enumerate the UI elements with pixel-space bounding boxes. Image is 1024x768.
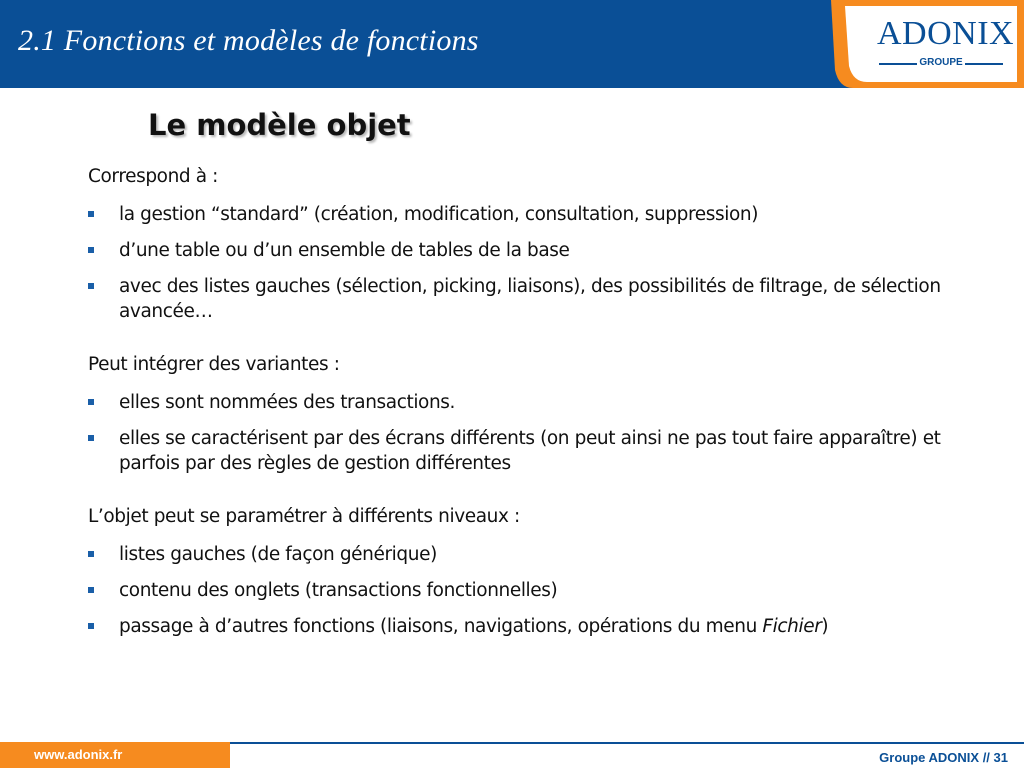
- section-title: 2.1 Fonctions et modèles de fonctions: [18, 24, 479, 57]
- slide-body: [88, 164, 968, 667]
- list-item: [88, 426, 968, 476]
- adonix-logo: [831, 0, 1024, 88]
- menu-name-emphasis: Fichier: [762, 616, 822, 637]
- list-item: [88, 274, 968, 324]
- logo-subtitle-text: GROUPE: [919, 57, 963, 68]
- slide-heading: Le modèle objet: [148, 108, 411, 142]
- list-item: [88, 614, 968, 639]
- footer-page-band: [230, 744, 1024, 768]
- square-bullet-icon: [88, 399, 94, 405]
- bullet-text: elles sont nommées des transactions.: [119, 392, 456, 413]
- list-item: [88, 390, 968, 415]
- square-bullet-icon: [88, 283, 94, 289]
- square-bullet-icon: [88, 587, 94, 593]
- list-item: [88, 238, 968, 263]
- bullet-text: d’une table ou d’un ensemble de tables de la base: [119, 240, 570, 261]
- logo-wordmark: ADONIX: [877, 15, 1015, 52]
- section-lead: L’objet peut se paramétrer à différents niveaux :: [88, 506, 520, 527]
- header-band: [0, 0, 1024, 88]
- square-bullet-icon: [88, 211, 94, 217]
- logo-subtitle: [877, 56, 1005, 70]
- bullet-text: la gestion “standard” (création, modification, consultation, suppression): [119, 204, 759, 225]
- section-correspond: [88, 164, 968, 324]
- footer-url[interactable]: www.adonix.fr: [34, 747, 123, 762]
- bullet-text: passage à d’autres fonctions (liaisons, navigations, opérations du menu: [119, 616, 763, 637]
- list-item: [88, 202, 968, 227]
- footer-url-band: [0, 742, 230, 768]
- square-bullet-icon: [88, 247, 94, 253]
- square-bullet-icon: [88, 623, 94, 629]
- bullet-text: contenu des onglets (transactions fonctionnelles): [119, 580, 558, 601]
- bullet-text: listes gauches (de façon générique): [119, 544, 437, 565]
- section-variantes: [88, 352, 968, 476]
- section-lead: Correspond à :: [88, 166, 218, 187]
- list-item: [88, 542, 968, 567]
- bullet-text: avec des listes gauches (sélection, picking, liaisons), des possibilités de filtrage, de sélection avancée…: [119, 276, 941, 322]
- bullet-text: elles se caractérisent par des écrans différents (on peut ainsi ne pas tout faire apparaître) et parfois par des règles de gestion différentes: [119, 428, 941, 474]
- square-bullet-icon: [88, 551, 94, 557]
- page-number: Groupe ADONIX // 31: [879, 750, 1008, 765]
- section-parametrage: [88, 504, 968, 639]
- square-bullet-icon: [88, 435, 94, 441]
- section-lead: Peut intégrer des variantes :: [88, 354, 340, 375]
- bullet-suffix: ): [821, 616, 829, 637]
- list-item: [88, 578, 968, 603]
